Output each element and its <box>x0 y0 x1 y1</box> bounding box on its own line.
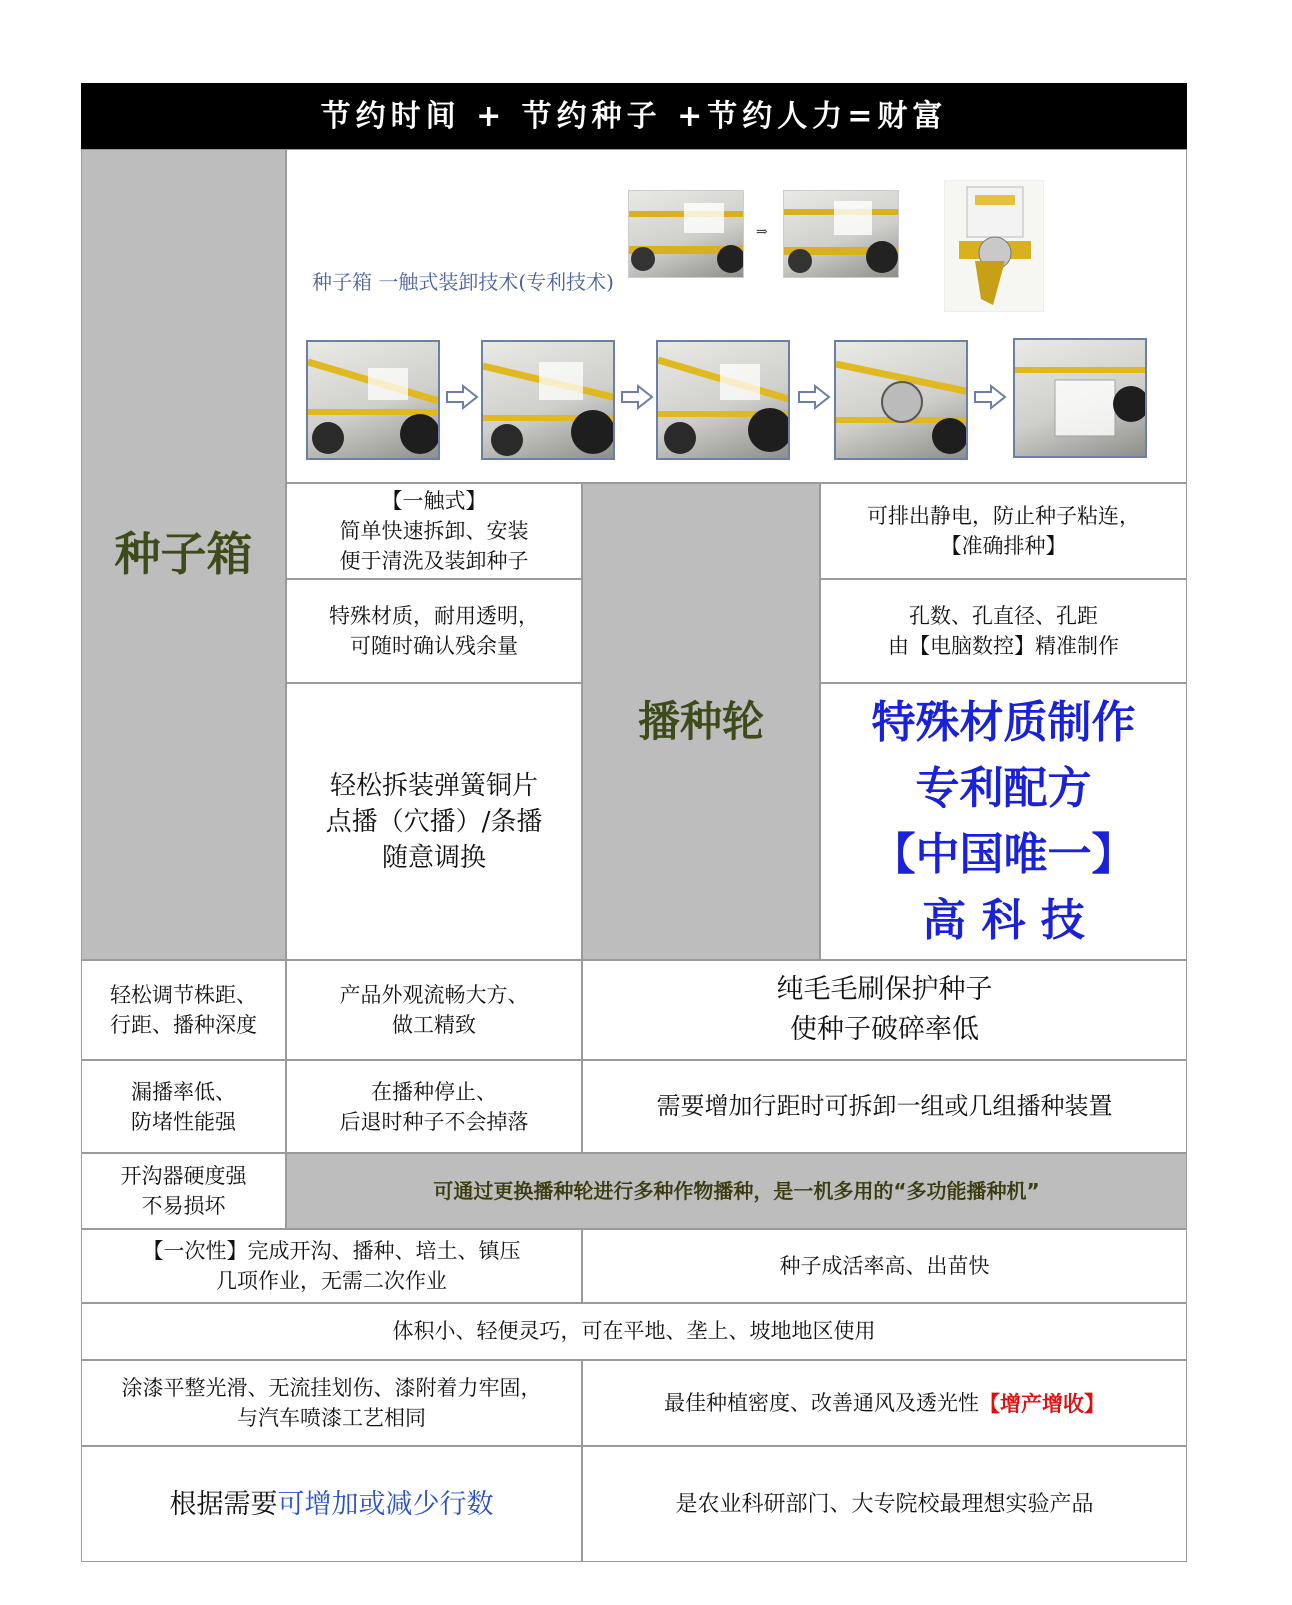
arrow-right-icon <box>620 384 654 410</box>
product-photo <box>481 340 615 460</box>
machine-illustration <box>784 191 899 278</box>
product-photo <box>306 340 440 460</box>
feature-opener: 开沟器硬度强 不易损坏 <box>81 1153 286 1229</box>
rows-highlight: 可增加或减少行数 <box>277 1488 494 1520</box>
feature-brush: 纯毛毛刷保护种子 使种子破碎率低 <box>582 960 1187 1060</box>
feature-paint: 涂漆平整光滑、无流挂划伤、漆附着力牢固， 与汽车喷漆工艺相同 <box>81 1360 582 1446</box>
feature-spacing: 需要增加行距时可拆卸一组或几组播种装置 <box>582 1060 1187 1153</box>
product-photo <box>783 190 899 278</box>
feature-one-pass: 【一次性】完成开沟、播种、培土、镇压 几项作业，无需二次作业 <box>81 1229 582 1303</box>
feature-survival: 种子成活率高、出苗快 <box>582 1229 1187 1303</box>
seed-wheel-label: 播种轮 <box>582 483 820 960</box>
feature-appearance: 产品外观流畅大方、 做工精致 <box>286 960 582 1060</box>
feature-material: 特殊材质，耐用透明， 可随时确认残余量 <box>286 579 582 683</box>
arrow-right-icon <box>445 384 479 410</box>
arrow-right-icon <box>797 384 831 410</box>
multifunction-note: 可通过更换播种轮进行多种作物播种，是一机多用的“多功能播种机” <box>286 1153 1187 1229</box>
rows-text: 根据需要 <box>169 1488 278 1520</box>
density-text: 最佳种植密度、改善通风及透光性 <box>664 1390 979 1415</box>
machine-illustration <box>1015 340 1147 458</box>
feature-spring: 轻松拆装弹簧铜片 点播（穴播）/条播 随意调换 <box>286 683 582 960</box>
arrow-right-icon <box>973 384 1007 410</box>
seed-box-illustration <box>945 181 1044 312</box>
feature-research: 是农业科研部门、大专院校最理想实验产品 <box>582 1446 1187 1562</box>
product-photo <box>628 190 744 278</box>
machine-illustration <box>483 342 615 460</box>
feature-stop: 在播种停止、 后退时种子不会掉落 <box>286 1060 582 1153</box>
product-photo <box>1013 338 1147 458</box>
yield-highlight: 【增产增收】 <box>979 1390 1105 1416</box>
feature-cnc: 孔数、孔直径、孔距 由【电脑数控】精准制作 <box>820 579 1187 683</box>
machine-illustration <box>308 342 440 460</box>
machine-illustration <box>629 191 744 278</box>
product-photo <box>834 340 968 460</box>
highlight-tech: 特殊材质制作 专利配方 【中国唯一】 高 科 技 <box>820 683 1187 960</box>
feature-adjust: 轻松调节株距、 行距、播种深度 <box>81 960 286 1060</box>
page-title: 节约时间 + 节约种子 +节约人力=财富 <box>81 83 1187 149</box>
feature-rows <box>81 1446 582 1562</box>
feature-leak: 漏播率低、 防堵性能强 <box>81 1060 286 1153</box>
product-photo <box>656 340 790 460</box>
feature-compact: 体积小、轻便灵巧，可在平地、垄上、坡地地区使用 <box>81 1303 1187 1360</box>
arrow-right-icon: ⇒ <box>756 224 768 240</box>
photo-caption: 种子箱 一触式装卸技术(专利技术) <box>312 270 614 294</box>
product-photo <box>944 180 1044 312</box>
machine-illustration <box>836 342 968 460</box>
seed-box-label: 种子箱 <box>81 149 286 960</box>
machine-illustration <box>658 342 790 460</box>
feature-density <box>582 1360 1187 1446</box>
feature-static: 可排出静电，防止种子粘连， 【准确排种】 <box>820 483 1187 579</box>
feature-one-touch: 【一触式】 简单快速拆卸、安装 便于清洗及装卸种子 <box>286 483 582 579</box>
